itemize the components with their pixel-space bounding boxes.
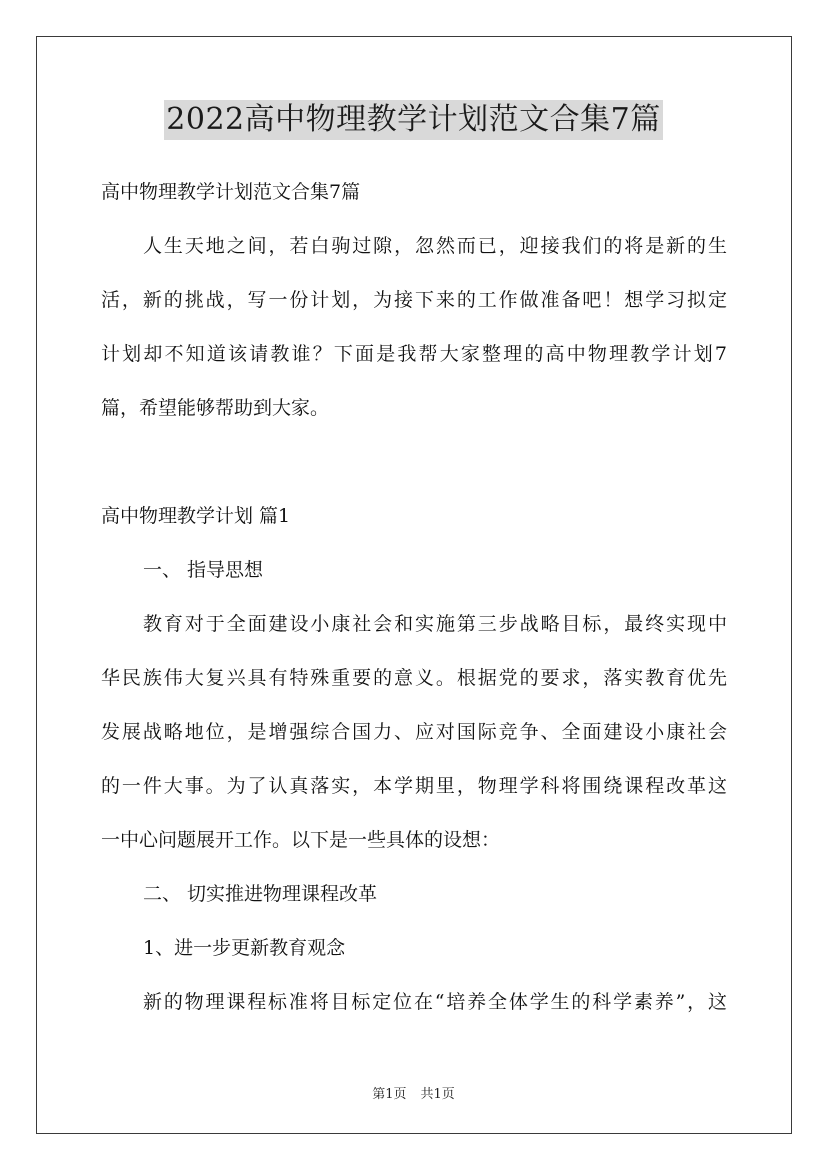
intro-line: 活，新的挑战，写一份计划，为接下来的工作做准备吧！想学习拟定 [101, 289, 727, 311]
document-title: 2022高中物理教学计划范文合集7篇 [164, 100, 662, 140]
intro-line: 人生天地之间，若白驹过隙，忽然而已，迎接我们的将是新的生 [143, 235, 727, 257]
paragraph-line: 的一件大事。为了认真落实，本学期里，物理学科将围绕课程改革这 [101, 775, 727, 797]
heading-curriculum-reform: 二、 切实推进物理课程改革 [143, 883, 378, 905]
paragraph-line: 教育对于全面建设小康社会和实施第三步战略目标，最终实现中 [143, 613, 727, 635]
page-footer [0, 1083, 827, 1102]
intro-line: 计划却不知道该请教谁？下面是我帮大家整理的高中物理教学计划7 [101, 343, 727, 365]
heading-update-concepts: 1、进一步更新教育观念 [143, 937, 346, 959]
section-heading: 高中物理教学计划 篇1 [101, 505, 291, 527]
paragraph-line: 一中心问题展开工作。以下是一些具体的设想： [101, 829, 501, 851]
paragraph-gap [101, 443, 727, 497]
document-subtitle: 高中物理教学计划范文合集7篇 [101, 181, 361, 203]
page-number: 第1页 [372, 1087, 407, 1102]
paragraph-line: 发展战略地位，是增强综合国力、应对国际竞争、全面建设小康社会 [101, 721, 727, 743]
intro-line: 篇，希望能够帮助到大家。 [101, 397, 330, 419]
page-total: 共1页 [420, 1087, 455, 1102]
document-body [101, 173, 727, 1037]
paragraph-line: 华民族伟大复兴具有特殊重要的意义。根据党的要求，落实教育优先 [101, 667, 727, 689]
heading-guiding-ideology: 一、 指导思想 [143, 559, 264, 581]
paragraph-line: 新的物理课程标准将目标定位在“培养全体学生的科学素养”，这 [143, 991, 727, 1013]
title-container [0, 100, 827, 140]
